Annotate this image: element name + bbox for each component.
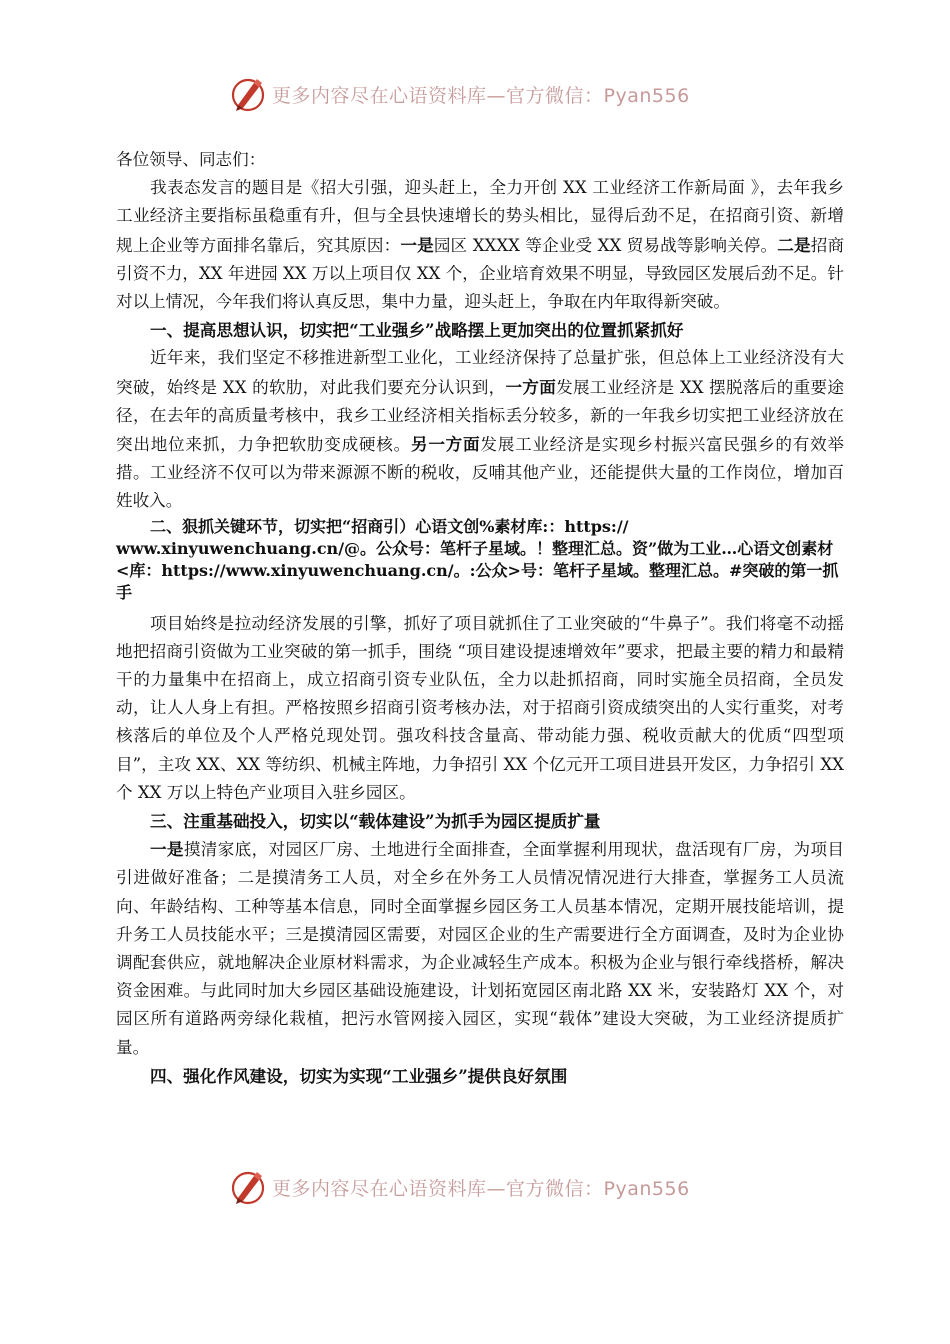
section-3-heading: 三、注重基础投入，切实以“载体建设”为抓手为园区提质扩量 (150, 811, 601, 832)
intro-paragraph: 我表态发言的题目是《招大引强，迎头赶上，全力开创 XX 工业经济工作新局面 》，去年我乡工业经济主要指标虽稳重有升，但与全县快速增长的势头相比，显得后劲不足，在招商引资、新增规上企业等方面排名靠后，究其原因：一是园区 XXXX 等企业受 XX 贸易战等影响关停。二是招商引资不力，XX 年进园 XX 万以上项目仅 XX 个，企业培育效果不明显，导致园区发展后劲不足。针对以上情况，今年我们将认真反思，集中力量，迎头赶上，争取在内年取得新突破。 (116, 178, 845, 312)
banner-text: 更多内容尽在心语资料库—官方微信：Pyan556 (272, 1177, 690, 1200)
greeting: 各位领导、同志们： (116, 150, 266, 169)
document-body (116, 146, 844, 1090)
pen-logo-icon (228, 74, 268, 114)
banner-text: 更多内容尽在心语资料库—官方微信：Pyan556 (272, 84, 690, 107)
section-4-heading: 四、强化作风建设，切实为实现“工业强乡”提供良好氛围 (150, 1065, 568, 1086)
pen-logo-icon (228, 1167, 268, 1207)
section-1-heading: 一、提高思想认识，切实把“工业强乡”战略摆上更加突出的位置抓紧抓好 (150, 320, 684, 341)
section-2-paragraph: 项目始终是拉动经济发展的引擎，抓好了项目就抓住了工业突破的“牛鼻子”。我们将毫不动摇地把招商引资做为工业突破的第一抓手，围绕 “项目建设提速增效年”要求，把最主要的精力和最精干的力量集中在招商上，成立招商引资专业队伍，全力以赴抓招商，同时实施全员招商，全员发动，让人人身上有担。严格按照乡招商引资考核办法，对于招商引资成绩突出的人实行重奖，对考核落后的单位及个人严格兑现处罚。强攻科技含量高、带动能力强、税收贡献大的优质“四型项目”，主攻 XX、XX 等纺织、机械主阵地，力争招引 XX 个亿元开工项目进县开发区，力争招引 XX 个 XX 万以上特色产业项目入驻乡园区。 (116, 613, 844, 802)
header-banner (228, 72, 788, 116)
section-2-heading: 二、狠抓关键环节，切实把“招商引）心语文创%素材库:：https:// www.xinyuwenchuang.cn/@。公众号：笔杆子星域。！整理汇总。资”做为工业…心语文创素材<库：https://www.xinyuwenchuang.cn/。:公众>号：笔杆子星域。整理汇总。#突破的第一抓手 (116, 516, 839, 602)
section-1-paragraph: 近年来，我们坚定不移推进新型工业化，工业经济保持了总量扩张，但总体上工业经济没有大突破，始终是 XX 的软肋，对此我们要充分认识到，一方面发展工业经济是 XX 摆脱落后的重要途径，在去年的高质量考核中，我乡工业经济相关指标丢分较多，新的一年我乡切实把工业经济放在突出地位来抓，力争把软肋变成硬核。另一方面发展工业经济是实现乡村振兴富民强乡的有效举措。工业经济不仅可以为带来源源不断的税收，反哺其他产业，还能提供大量的工作岗位，增加百姓收入。 (116, 348, 845, 511)
section-3-paragraph: 一是摸清家底，对园区厂房、土地进行全面排查，全面掌握利用现状，盘活现有厂房，为项目引进做好准备；二是摸清务工人员，对全乡在外务工人员情况情况进行大排查，掌握务工人员流向、年龄结构、工种等基本信息，同时全面掌握乡园区务工人员基本情况，定期开展技能培训，提升务工人员技能水平；三是摸清园区需要，对园区企业的生产需要进行全方面调查，及时为企业协调配套供应，就地解决企业原材料需求，为企业减轻生产成本。积极为企业与银行牵线搭桥，解决资金困难。与此同时加大乡园区基础设施建设，计划拓宽园区南北路 XX 米，安装路灯 XX 个，对园区所有道路两旁绿化栽植，把污水管网接入园区，实现“载体”建设大突破，为工业经济提质扩量。 (116, 839, 845, 1057)
footer-banner (228, 1165, 788, 1209)
